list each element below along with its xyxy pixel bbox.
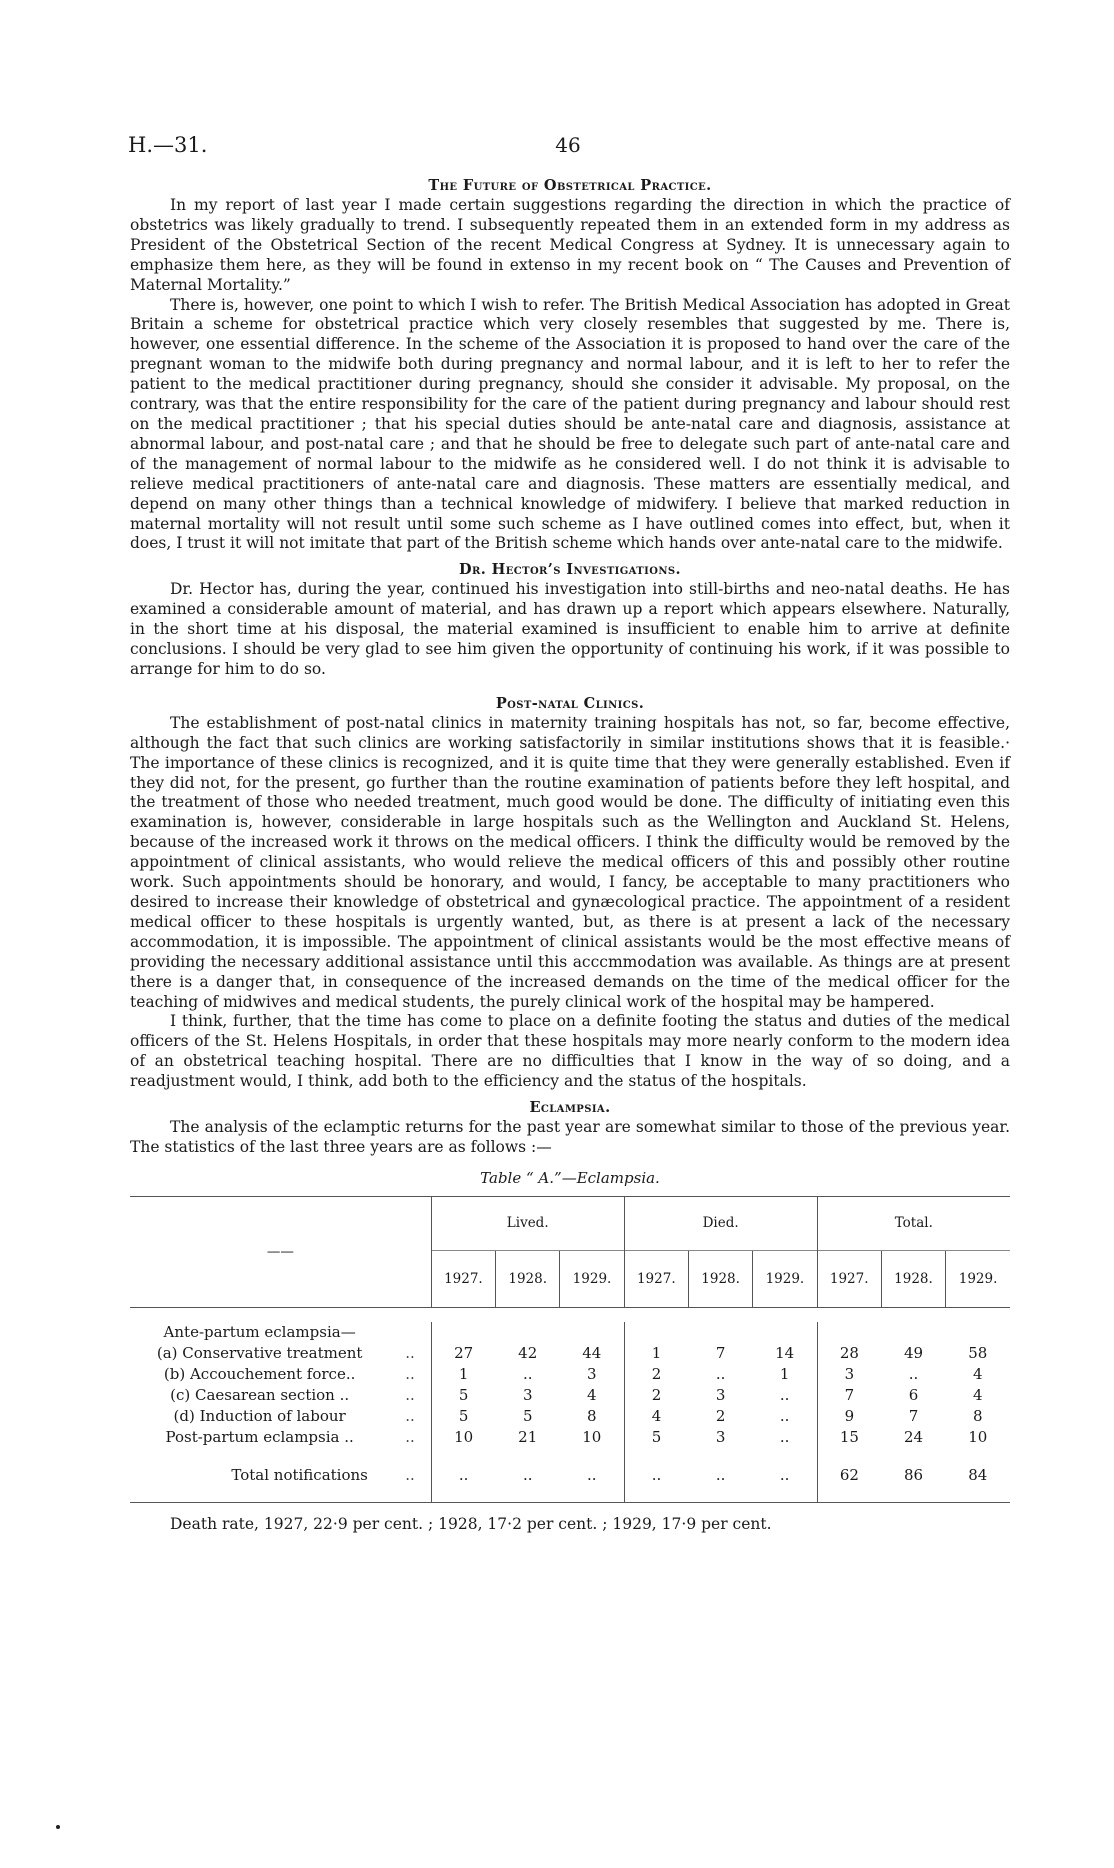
cell: 8 [973,1407,983,1426]
cell: 8 [586,1407,597,1426]
page-header [128,133,1008,163]
cell: 6 [908,1386,919,1405]
cell: 1 [431,1364,495,1385]
year-header: 1929. [753,1250,817,1307]
cell: 44 [582,1344,602,1363]
cell: 14 [775,1344,795,1363]
table-row [130,1427,1010,1448]
year-header: 1927. [431,1250,495,1307]
leader-dots: .. [405,1386,415,1405]
cell: .. [779,1407,790,1426]
section-heading-future-obstetrical-practice: The Future of Obstetrical Practice. [428,177,712,194]
year-header: 1928. [496,1250,560,1307]
cell: 15 [817,1427,881,1448]
cell: 84 [968,1465,988,1484]
cell: 4 [624,1406,688,1427]
year-header: 1927. [624,1250,688,1307]
cell: 21 [518,1428,538,1447]
cell: 7 [908,1407,919,1426]
cell: 58 [968,1344,988,1363]
year-header: 1929. [946,1250,1010,1307]
paragraph: The analysis of the eclamptic returns for the past year are somewhat similar to those of the previous year. The statistics of the last three years are as follows :— [130,1118,1010,1156]
row-label: (b) Accouchement force.. [163,1365,356,1384]
stub-header: —— [130,1196,431,1307]
leader-dots: .. [405,1465,415,1484]
cell: 3 [522,1386,533,1405]
cell: .. [431,1448,495,1503]
cell: .. [586,1465,597,1484]
cell: 5 [431,1406,495,1427]
cell: 4 [586,1386,597,1405]
cell: .. [779,1465,790,1484]
table-caption: Table “ A.”—Eclampsia. [480,1168,660,1187]
cell: .. [715,1365,726,1384]
row-label: (a) Conservative treatment [156,1344,363,1363]
cell: 28 [817,1343,881,1364]
row-label: (d) Induction of labour [173,1407,346,1426]
section-heading-dr-hector-investigations: Dr. Hector’s Investigations. [459,561,681,579]
cell: 5 [522,1407,533,1426]
cell: 24 [903,1428,924,1447]
cell: 2 [624,1364,688,1385]
cell: .. [624,1448,688,1503]
cell: .. [779,1386,790,1405]
total-label: Total notifications [231,1465,368,1484]
group-header-lived: Lived. [431,1196,624,1250]
cell: .. [779,1428,790,1447]
leader-dots: .. [405,1428,415,1447]
cell: 3 [586,1365,597,1384]
cell: 3 [715,1386,726,1405]
cell: .. [522,1365,533,1384]
row-label: (c) Caesarean section .. [170,1386,350,1405]
table-row [130,1322,1010,1343]
cell: .. [715,1465,726,1484]
cell: 3 [817,1364,881,1385]
year-header: 1928. [688,1250,752,1307]
leader-dots: .. [405,1344,415,1363]
section-heading-eclampsia: Eclampsia. [529,1099,611,1117]
group-header-total: Total. [817,1196,1010,1250]
cell: 42 [518,1344,538,1363]
cell: 10 [431,1427,495,1448]
eclampsia-table [130,1196,1010,1503]
cell: 2 [715,1407,726,1426]
leader-dots: .. [405,1407,415,1426]
cell: 2 [624,1385,688,1406]
paragraph: I think, further, that the time has come to place on a definite footing the status and duties of the medical officers of the St. Helens Hospitals, in order that these hospitals may more nearly conform to the modern idea of an obstetrical teaching hospital. There are no difficulties that I know in the way of so doing, and a readjustment would, I think, add both to the efficiency and the status of the hospitals. [130,1012,1010,1091]
cell: 7 [817,1385,881,1406]
scan-speck [56,1825,60,1829]
year-header: 1929. [560,1250,624,1307]
cell: .. [522,1465,533,1484]
section-heading-post-natal-clinics: Post-natal Clinics. [495,694,645,712]
cell: 5 [624,1427,688,1448]
cell: 4 [973,1365,983,1384]
cell: 4 [973,1386,983,1405]
cell: 1 [624,1343,688,1364]
table-row [130,1343,1010,1364]
table-row [130,1364,1010,1385]
death-rate-note: Death rate, 1927, 22·9 per cent. ; 1928, 17·2 per cent. ; 1929, 17·9 per cent. [170,1514,772,1533]
cell: 10 [582,1428,602,1447]
paragraph: The establishment of post-natal clinics in maternity training hospitals has not, so far, become effective, although the fact that such clinics are working satisfactorily in similar institutions shows that it is feasible.· The importance of these clinics is recognized, and it is quite time that they were generally established. Even if they did not, for the present, go further than the routine examination of patients before they left hospital, and the treatment of those who needed treatment, much good would be done. The difficulty of initiating even this examination is, however, considerable in large hospitals such as the Wellington and Auckland St. Helens, because of the increased work it throws on the medical officers. I think the difficulty would be removed by the appointment of clinical assistants, who would relieve the medical officers of this and possibly other routine work. Such appointments should be honorary, and would, I fancy, be acceptable to many practitioners who desired to increase their knowledge of obstetrical and gynæcological practice. The appointment of a resident medical officer to these hospitals is urgently wanted, but, as there is at present a lack of the necessary accommodation, it is impossible. The appointment of clinical assistants would be the most effective means of providing the necessary additional assistance until this acccmmodation was available. As things are at present there is a danger that, in consequence of the increased demands on the time of the medical officer for the teaching of midwives and medical students, the purely clinical work of the hospital may be hampered. [130,713,1010,1011]
table-total-row [130,1448,1010,1503]
row-label: Post-partum eclampsia .. [165,1428,354,1447]
cell: 7 [715,1344,726,1363]
cell: 86 [903,1465,924,1484]
cell: 1 [779,1365,790,1384]
paragraph: Dr. Hector has, during the year, continued his investigation into still-births and neo-natal deaths. He has examined a considerable amount of material, and has drawn up a report which appears elsewhere. Naturally, in the short time at his disposal, the material examined is insufficient to enable him to arrive at definite conclusions. I should be very glad to see him given the opportunity of continuing his work, if it was possible to arrange for him to do so. [130,580,1010,678]
document-body [130,176,1010,1533]
cell: 5 [431,1385,495,1406]
cell: 49 [903,1344,924,1363]
table-row [130,1385,1010,1406]
cell: 3 [715,1428,726,1447]
page-number: 46 [555,133,581,157]
cell: 62 [817,1448,881,1503]
cell: 10 [968,1428,988,1447]
cell: .. [908,1365,919,1384]
paragraph: In my report of last year I made certain suggestions regarding the direction in which the practice of obstetrics was likely gradually to trend. I subsequently repeated them in an extended form in my address as President of the Obstetrical Section of the recent Medical Congress at Sydney. It is unnecessary again to emphasize them here, as they will be found in extenso in my recent book on “ The Causes and Prevention of Maternal Mortality.” [130,196,1010,294]
cell: 9 [817,1406,881,1427]
document-reference: H.—31. [128,133,208,157]
leader-dots: .. [405,1365,415,1384]
year-header: 1927. [817,1250,881,1307]
group-header-died: Died. [624,1196,817,1250]
table-row [130,1406,1010,1427]
row-group-label: Ante-partum eclampsia— [163,1323,356,1342]
cell: 27 [431,1343,495,1364]
year-header: 1928. [881,1250,945,1307]
paragraph: There is, however, one point to which I wish to refer. The British Medical Association has adopted in Great Britain a scheme for obstetrical practice which very closely resembles that suggested by me. There is, however, one essential difference. In the scheme of the Association it is proposed to hand over the care of the pregnant woman to the midwife both during pregnancy and normal labour, and it is left to her to refer the patient to the medical practitioner during pregnancy, should she consider it advisable. My proposal, on the contrary, was that the entire responsibility for the care of the patient during pregnancy and labour should rest on the medical practitioner ; that his special duties should be ante-natal care and diagnosis, assistance at abnormal labour, and post-natal care ; and that he should be free to delegate such part of ante-natal care and of the management of normal labour to the midwife as he considered well. I do not think it is advisable to relieve medical practitioners of ante-natal care and diagnosis. These matters are essentially medical, and depend on many other things than a technical knowledge of midwifery. I believe that marked reduction in maternal mortality will not result until some such scheme as I have outlined comes into effect, but, when it does, I trust it will not imitate that part of the British scheme which hands over ante-natal care to the midwife. [130,295,1010,553]
